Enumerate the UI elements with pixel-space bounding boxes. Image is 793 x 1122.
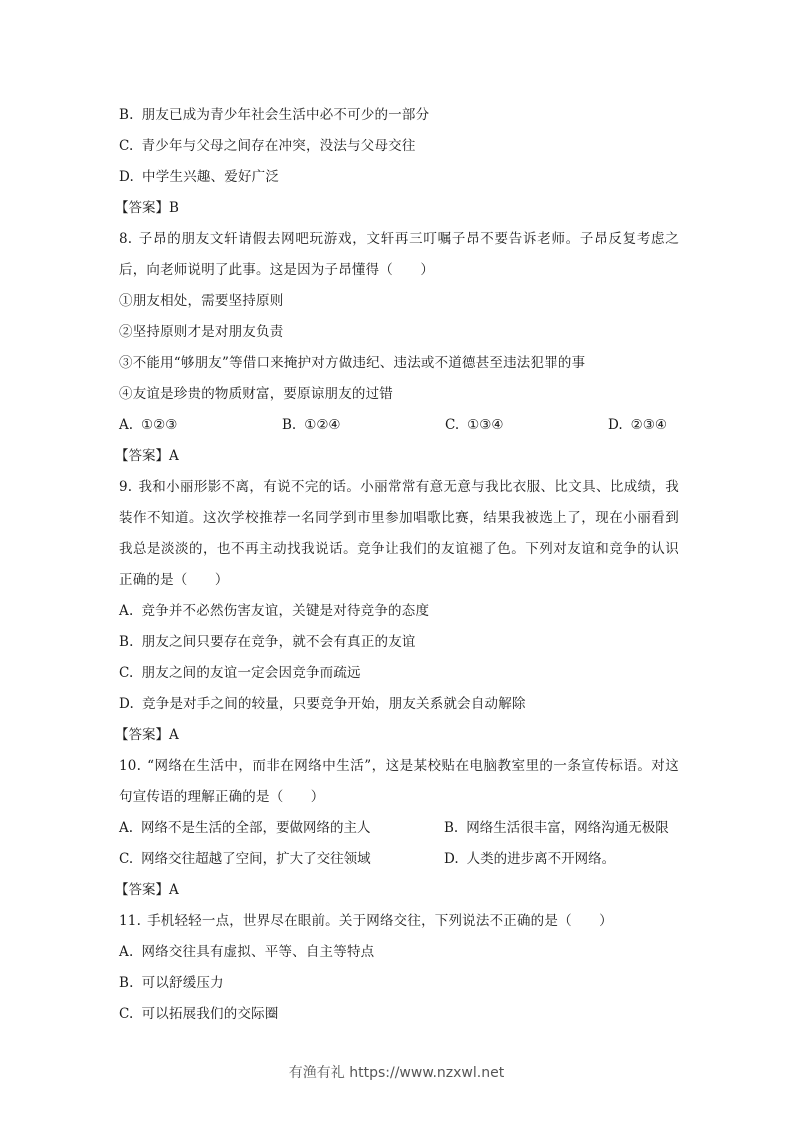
q10-options-row-1 <box>119 813 679 844</box>
question-number: 9. <box>119 479 133 495</box>
option-label: B. <box>119 634 134 650</box>
q7-option-c <box>119 131 679 162</box>
option-text: ①②③ <box>141 417 178 433</box>
q8-statement-2: ②坚持原则才是对朋友负责 <box>119 324 284 340</box>
q11-option-b <box>119 968 679 999</box>
option-text: ①②④ <box>304 417 341 433</box>
q8-statement-4: ④友谊是珍贵的物质财富，要原谅朋友的过错 <box>119 386 393 402</box>
option-text: ②③④ <box>630 417 667 433</box>
option-text: ①③④ <box>467 417 504 433</box>
option-text: 可以拓展我们的交际圈 <box>141 1006 279 1022</box>
question-number: 8. <box>119 231 133 247</box>
q8-options <box>119 410 679 441</box>
q8-statement-1: ①朋友相处，需要坚持原则 <box>119 293 284 309</box>
q10-answer: 【答案】A <box>115 882 179 898</box>
question-text: 子昂的朋友文轩请假去网吧玩游戏，文轩再三叮嘱子昂不要告诉老师。子昂反复考虑之后，向老师说明了此事。这是因为子昂懂得（ ） <box>119 231 679 278</box>
question-text: “网络在生活中，而非在网络中生活”，这是某校贴在电脑教室里的一条宣传标语。对这句宣传语的理解正确的是（ ） <box>119 758 679 805</box>
q7-option-b <box>119 100 679 131</box>
q10-option-b <box>444 813 669 844</box>
question-text: 手机轻轻一点，世界尽在眼前。关于网络交往，下列说法不正确的是（ ） <box>147 913 613 929</box>
q10-option-d <box>444 844 615 875</box>
q7-answer: 【答案】B <box>115 200 179 216</box>
option-label: C. <box>119 138 134 154</box>
option-label: D. <box>119 696 135 712</box>
option-label: A. <box>119 417 134 433</box>
option-text: 网络生活很丰富，网络沟通无极限 <box>466 820 669 836</box>
q8-answer: 【答案】A <box>115 448 179 464</box>
question-number: 11. <box>119 913 142 929</box>
document-page <box>115 100 679 1030</box>
q9-option-c <box>119 658 679 689</box>
q9-option-a <box>119 596 679 627</box>
option-label: C. <box>119 851 134 867</box>
q11-option-c <box>119 999 679 1030</box>
q9-answer: 【答案】A <box>115 727 179 743</box>
option-text: 竞争是对手之间的较量，只要竞争开始，朋友关系就会自动解除 <box>142 696 526 712</box>
q10-options-row-2 <box>119 844 679 875</box>
option-text: 网络交往具有虚拟、平等、自主等特点 <box>141 944 375 960</box>
q11-option-a <box>119 937 679 968</box>
q10-option-a <box>119 813 444 844</box>
q11-stem <box>119 906 679 937</box>
q8-statement-3: ③不能用“够朋友”等借口来掩护对方做违纪、违法或不道德甚至违法犯罪的事 <box>119 355 586 371</box>
option-label: D. <box>608 417 623 433</box>
option-label: B. <box>444 820 459 836</box>
option-label: D. <box>444 851 459 867</box>
q7-option-d <box>119 162 679 193</box>
option-text: 朋友之间的友谊一定会因竞争而疏远 <box>141 665 361 681</box>
option-label: B. <box>282 417 297 433</box>
footer-watermark: 有渔有礼 https://www.nzxwl.net <box>288 1065 505 1081</box>
q8-option-d <box>608 410 667 441</box>
option-text: 网络不是生活的全部，要做网络的主人 <box>141 820 371 836</box>
option-label: D. <box>119 169 135 185</box>
q8-option-a <box>119 410 282 441</box>
q8-stem <box>119 224 679 286</box>
option-text: 朋友之间只要存在竞争，就不会有真正的友谊 <box>141 634 416 650</box>
option-label: A. <box>119 603 134 619</box>
q9-option-b <box>119 627 679 658</box>
option-label: C. <box>119 1006 134 1022</box>
question-number: 10. <box>119 758 142 774</box>
option-label: A. <box>119 944 134 960</box>
option-text: 朋友已成为青少年社会生活中必不可少的一部分 <box>141 107 430 123</box>
option-text: 竞争并不必然伤害友谊，关键是对待竞争的态度 <box>141 603 430 619</box>
option-text: 可以舒缓压力 <box>141 975 224 991</box>
q9-stem <box>119 472 679 596</box>
option-label: B. <box>119 975 134 991</box>
q10-stem <box>119 751 679 813</box>
option-label: C. <box>445 417 460 433</box>
question-text: 我和小丽形影不离，有说不完的话。小丽常常有意无意与我比衣服、比文具、比成绩，我装作不知道。这次学校推荐一名同学到市里参加唱歌比赛，结果我被选上了，现在小丽看到我总是淡淡的，也不再主动找我说话。竞争让我们的友谊褪了色。下列对友谊和竞争的认识正确的是（ ） <box>119 479 679 588</box>
q8-option-c <box>445 410 608 441</box>
option-label: C. <box>119 665 134 681</box>
option-label: B. <box>119 107 134 123</box>
option-text: 青少年与父母之间存在冲突，没法与父母交往 <box>141 138 416 154</box>
option-label: A. <box>119 820 134 836</box>
q8-option-b <box>282 410 445 441</box>
option-text: 网络交往超越了空间，扩大了交往领域 <box>141 851 371 867</box>
q9-option-d <box>119 689 679 720</box>
q10-option-c <box>119 844 444 875</box>
option-text: 中学生兴趣、爱好广泛 <box>142 169 280 185</box>
option-text: 人类的进步离不开网络。 <box>466 851 616 867</box>
